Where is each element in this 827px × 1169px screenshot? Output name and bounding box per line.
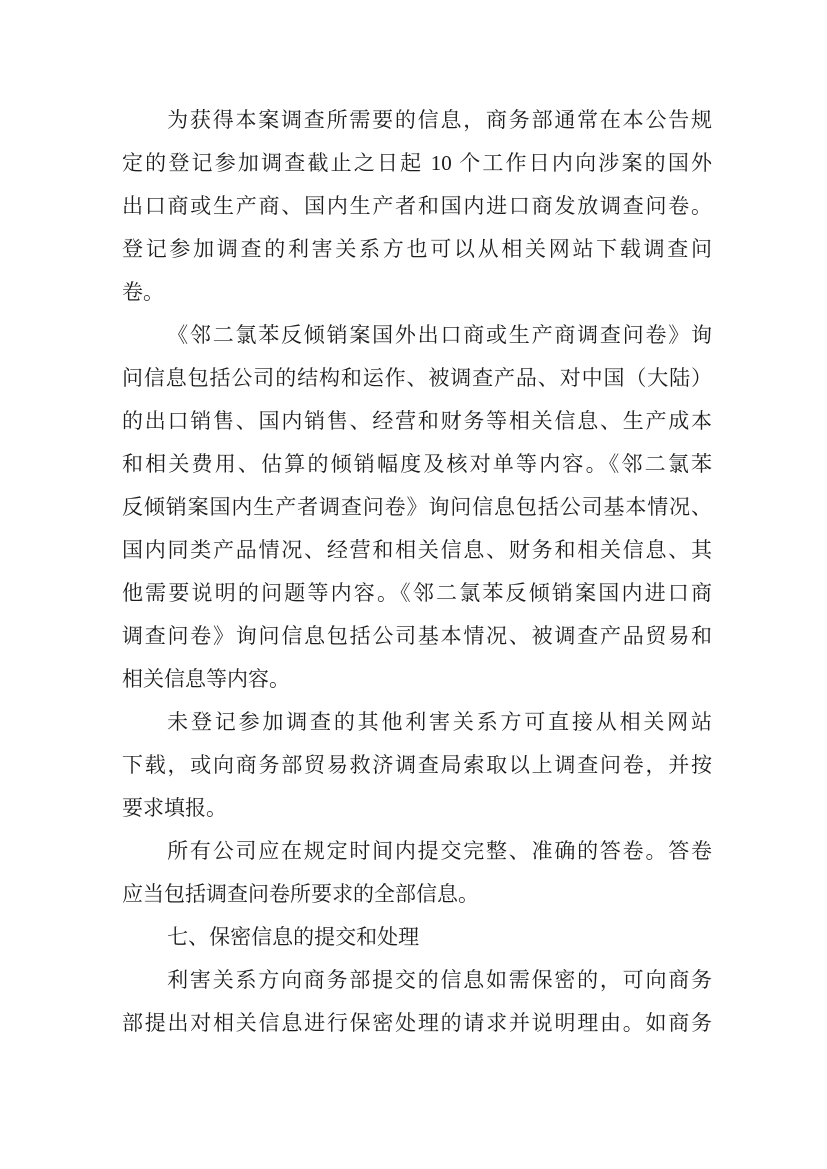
- para-confidentiality: [122, 959, 712, 1045]
- text-line: 国内同类产品情况、经营和相关信息、财务和相关信息、其: [122, 538, 712, 562]
- text-line: 他需要说明的问题等内容。《邻二氯苯反倾销案国内进口商: [122, 581, 712, 605]
- text-line: 应当包括调查问卷所要求的全部信息。: [122, 882, 479, 906]
- text-line: 要求填报。: [122, 796, 227, 820]
- document-text-block: [122, 99, 712, 1045]
- para-unregistered-parties: [122, 701, 712, 830]
- text-line: 和相关费用、估算的倾销幅度及核对单等内容。《邻二氯苯: [122, 452, 712, 476]
- section-heading-line: 七、保密信息的提交和处理: [167, 925, 420, 949]
- text-line: 下载，或向商务部贸易救济调查局索取以上调查问卷，并按: [122, 753, 712, 777]
- text-line: 为获得本案调查所需要的信息，商务部通常在本公告规: [167, 108, 712, 132]
- text-line: 《邻二氯苯反倾销案国外出口商或生产商调查问卷》询: [167, 323, 712, 347]
- text-line: 部提出对相关信息进行保密处理的请求并说明理由。如商务: [122, 1011, 712, 1035]
- para-questionnaire-contents: [122, 314, 712, 701]
- text-line: 所有公司应在规定时间内提交完整、准确的答卷。答卷: [167, 839, 712, 863]
- text-line: 问信息包括公司的结构和运作、被调查产品、对中国（大陆）: [122, 366, 712, 390]
- text-line: 的出口销售、国内销售、经营和财务等相关信息、生产成本: [122, 409, 712, 433]
- para-answer-requirements: [122, 830, 712, 916]
- text-line: 出口商或生产商、国内生产者和国内进口商发放调查问卷。: [122, 194, 712, 218]
- text-line: 相关信息等内容。: [122, 667, 290, 691]
- text-line: 卷。: [122, 280, 164, 304]
- text-line: 定的登记参加调查截止之日起 10 个工作日内向涉案的国外: [122, 151, 712, 175]
- text-line: 反倾销案国内生产者调查问卷》询问信息包括公司基本情况、: [122, 495, 712, 519]
- text-line: 利害关系方向商务部提交的信息如需保密的，可向商务: [167, 968, 712, 992]
- heading-section-7: [122, 916, 712, 959]
- para-questionnaire-distribution: [122, 99, 712, 314]
- text-line: 未登记参加调查的其他利害关系方可直接从相关网站: [167, 710, 712, 734]
- text-line: 登记参加调查的利害关系方也可以从相关网站下载调查问: [122, 237, 712, 261]
- text-line: 调查问卷》询问信息包括公司基本情况、被调查产品贸易和: [122, 624, 712, 648]
